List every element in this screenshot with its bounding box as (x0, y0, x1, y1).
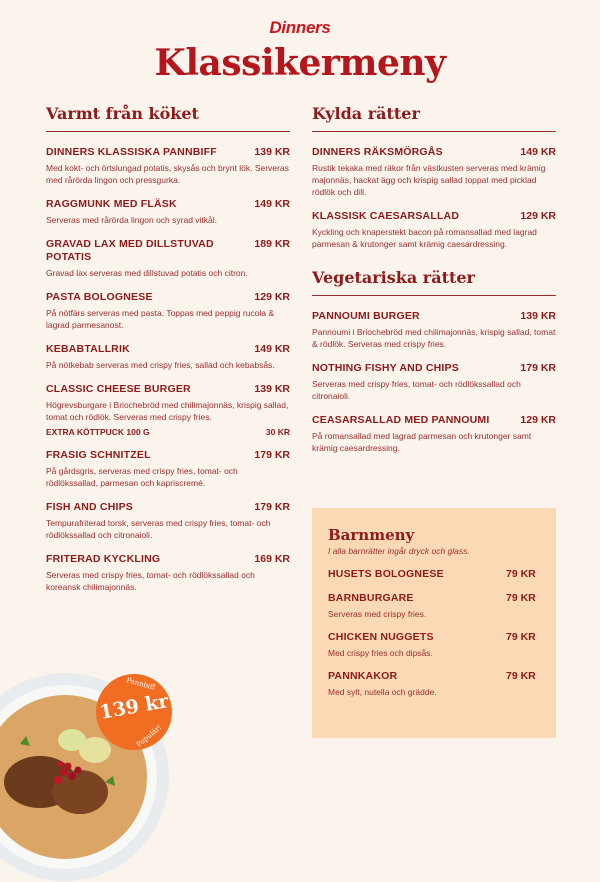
menu-item-description: Med sylt, nutella och grädde. (328, 687, 437, 697)
menu-item-name: CEASARSALLAD MED PANNOUMI (312, 414, 490, 426)
menu-item-price: 79 KR (506, 670, 536, 682)
warm-section (46, 104, 290, 605)
menu-item-price: 129 KR (254, 291, 290, 303)
menu-item (46, 343, 290, 371)
menu-item-header (46, 198, 290, 211)
menu-item-name: DINNERS RÄKSMÖRGÅS (312, 146, 443, 158)
menu-item-name: RAGGMUNK MED FLÄSK (46, 198, 177, 210)
kids-subtitle: I alla barnrätter ingår dryck och glass. (328, 546, 470, 556)
menu-item-price: 129 KR (520, 210, 556, 222)
menu-item-name: PASTA BOLOGNESE (46, 291, 153, 303)
menu-item (312, 210, 556, 250)
menu-item-name: GRAVAD LAX MED DILLSTUVAD POTATIS (46, 238, 214, 263)
warm-heading: Varmt från köket (46, 104, 290, 132)
menu-item-description: Serveras med crispy fries, tomat- och rödlökssallad och citronaioli. (312, 379, 521, 401)
menu-item (328, 670, 540, 698)
menu-item-description: Med crispy fries och dipsås. (328, 648, 433, 658)
menu-item-name: FISH AND CHIPS (46, 501, 133, 513)
menu-item-description: Kyckling och knaperstekt bacon på romansallad med lagrad parmesan & krutonger samt krämig caesardressing. (312, 227, 537, 249)
menu-item-description: Gravad lax serveras med dillstuvad potatis och citron. (46, 268, 248, 278)
menu-item (312, 310, 556, 350)
menu-item (312, 146, 556, 198)
menu-item-price: 79 KR (506, 631, 536, 643)
badge-bottom-text: Populär! (134, 723, 164, 749)
menu-item-name: DINNERS KLASSISKA PANNBIFF (46, 146, 217, 158)
menu-item-description: På gårdsgris, serveras med crispy fries, tomat- och rödlökssallad, parmesan och kapriscremé. (46, 466, 238, 488)
menu-item-name: NOTHING FISHY AND CHIPS (312, 362, 459, 374)
menu-item (46, 383, 290, 437)
menu-item-header (312, 362, 556, 375)
menu-item-price: 139 KR (254, 383, 290, 395)
brand-logo: Dinners (269, 18, 331, 37)
menu-item (46, 553, 290, 593)
menu-item-name: CHICKEN NUGGETS (328, 631, 434, 643)
menu-item-description: På romansallad med lagrad parmesan och krutonger samt krämig caesardressing. (312, 431, 532, 453)
menu-item-description: Rustik tekaka med räkor från västkusten serveras med krämig majonnäs, hackat ägg och krispig sallad toppat med picklad rödlök och dill. (312, 163, 546, 197)
page-title: Klassikermeny (154, 42, 446, 84)
extra-price: 30 KR (265, 427, 290, 437)
badge-top-text: Pannbiff (125, 676, 156, 692)
menu-item-description: Pannoumi i Briochebröd med chilimajonnäs, krispig sallad, tomat & rödlök. Serveras med crispy fries. (312, 327, 556, 349)
menu-item-extra (46, 427, 290, 437)
menu-item (46, 501, 290, 541)
menu-item-price: 179 KR (254, 501, 290, 513)
kids-menu-box (312, 508, 556, 738)
menu-item-header (312, 210, 556, 223)
menu-item-header (46, 238, 290, 264)
menu-item-price: 139 KR (520, 310, 556, 322)
menu-item-header (312, 414, 556, 427)
menu-item (328, 592, 540, 620)
menu-item-description: Serveras med crispy fries, tomat- och rödlökssallad och koreansk chilimajonnäs. (46, 570, 255, 592)
menu-item-header (328, 631, 540, 644)
menu-item-header (46, 146, 290, 159)
menu-item-price: 139 KR (254, 146, 290, 158)
menu-item-description: Tempurafriterad torsk, serveras med crispy fries, tomat- och rödlökssallad och citronaioli. (46, 518, 271, 540)
menu-item-name: HUSETS BOLOGNESE (328, 568, 444, 580)
menu-item-price: 149 KR (254, 343, 290, 355)
menu-item (46, 146, 290, 186)
veg-list (312, 310, 556, 454)
menu-item-name: FRITERAD KYCKLING (46, 553, 161, 565)
menu-item-name: KEBABTALLRIK (46, 343, 130, 355)
price-badge (96, 674, 172, 750)
menu-item-description: På nötfärs serveras med pasta. Toppas med peppig rucola & lagrad parmesanost. (46, 308, 275, 330)
menu-item-price: 129 KR (520, 414, 556, 426)
menu-item (46, 291, 290, 331)
menu-item-price: 149 KR (520, 146, 556, 158)
menu-item (312, 362, 556, 402)
menu-item (46, 449, 290, 489)
menu-item-header (46, 383, 290, 396)
menu-item-header (328, 670, 540, 683)
menu-item-name: PANNOUMI BURGER (312, 310, 420, 322)
menu-item (328, 568, 540, 581)
menu-item-description: Serveras med rårörda lingon och syrad vitkål. (46, 215, 218, 225)
warm-list (46, 146, 290, 593)
menu-item-name: FRASIG SCHNITZEL (46, 449, 151, 461)
menu-item (312, 414, 556, 454)
menu-item (46, 198, 290, 226)
menu-item-price: 149 KR (254, 198, 290, 210)
menu-item (46, 238, 290, 279)
menu-item-description: Med kokt- och örtslungad potatis, skysås och brynt lök. Serveras med rårörda lingon och pressgurka. (46, 163, 289, 185)
menu-item-price: 189 KR (254, 238, 290, 250)
menu-item-price: 79 KR (506, 568, 536, 580)
menu-item-header (328, 568, 540, 581)
badge-price: 139 kr (97, 690, 171, 724)
menu-item-header (46, 501, 290, 514)
menu-item-name: CLASSIC CHEESE BURGER (46, 383, 191, 395)
menu-item-name: BARNBURGARE (328, 592, 414, 604)
menu-item-price: 169 KR (254, 553, 290, 565)
menu-item-header (328, 592, 540, 605)
kids-heading: Barnmeny (328, 526, 415, 544)
right-column (312, 104, 556, 466)
menu-item-header (46, 343, 290, 356)
extra-name: EXTRA KÖTTPUCK 100 G (46, 427, 150, 437)
menu-item (328, 631, 540, 659)
menu-item-price: 79 KR (506, 592, 536, 604)
menu-item-header (46, 553, 290, 566)
cold-heading: Kylda rätter (312, 104, 556, 132)
menu-item-header (312, 146, 556, 159)
menu-item-name: KLASSISK CAESARSALLAD (312, 210, 460, 222)
menu-item-header (312, 310, 556, 323)
menu-item-price: 179 KR (254, 449, 290, 461)
menu-item-header (46, 291, 290, 304)
cold-list (312, 146, 556, 250)
menu-item-name: PANNKAKOR (328, 670, 398, 682)
kids-list (328, 568, 540, 698)
menu-item-header (46, 449, 290, 462)
veg-heading: Vegetariska rätter (312, 268, 556, 296)
menu-item-price: 179 KR (520, 362, 556, 374)
menu-item-description: På nötkebab serveras med crispy fries, sallad och kebabsås. (46, 360, 275, 370)
menu-item-description: Högrevsburgare i Briochebröd med chilimajonnäs, krispig sallad, tomat och rödlök. Serveras med crispy fries. (46, 400, 289, 422)
menu-item-description: Serveras med crispy fries. (328, 609, 427, 619)
